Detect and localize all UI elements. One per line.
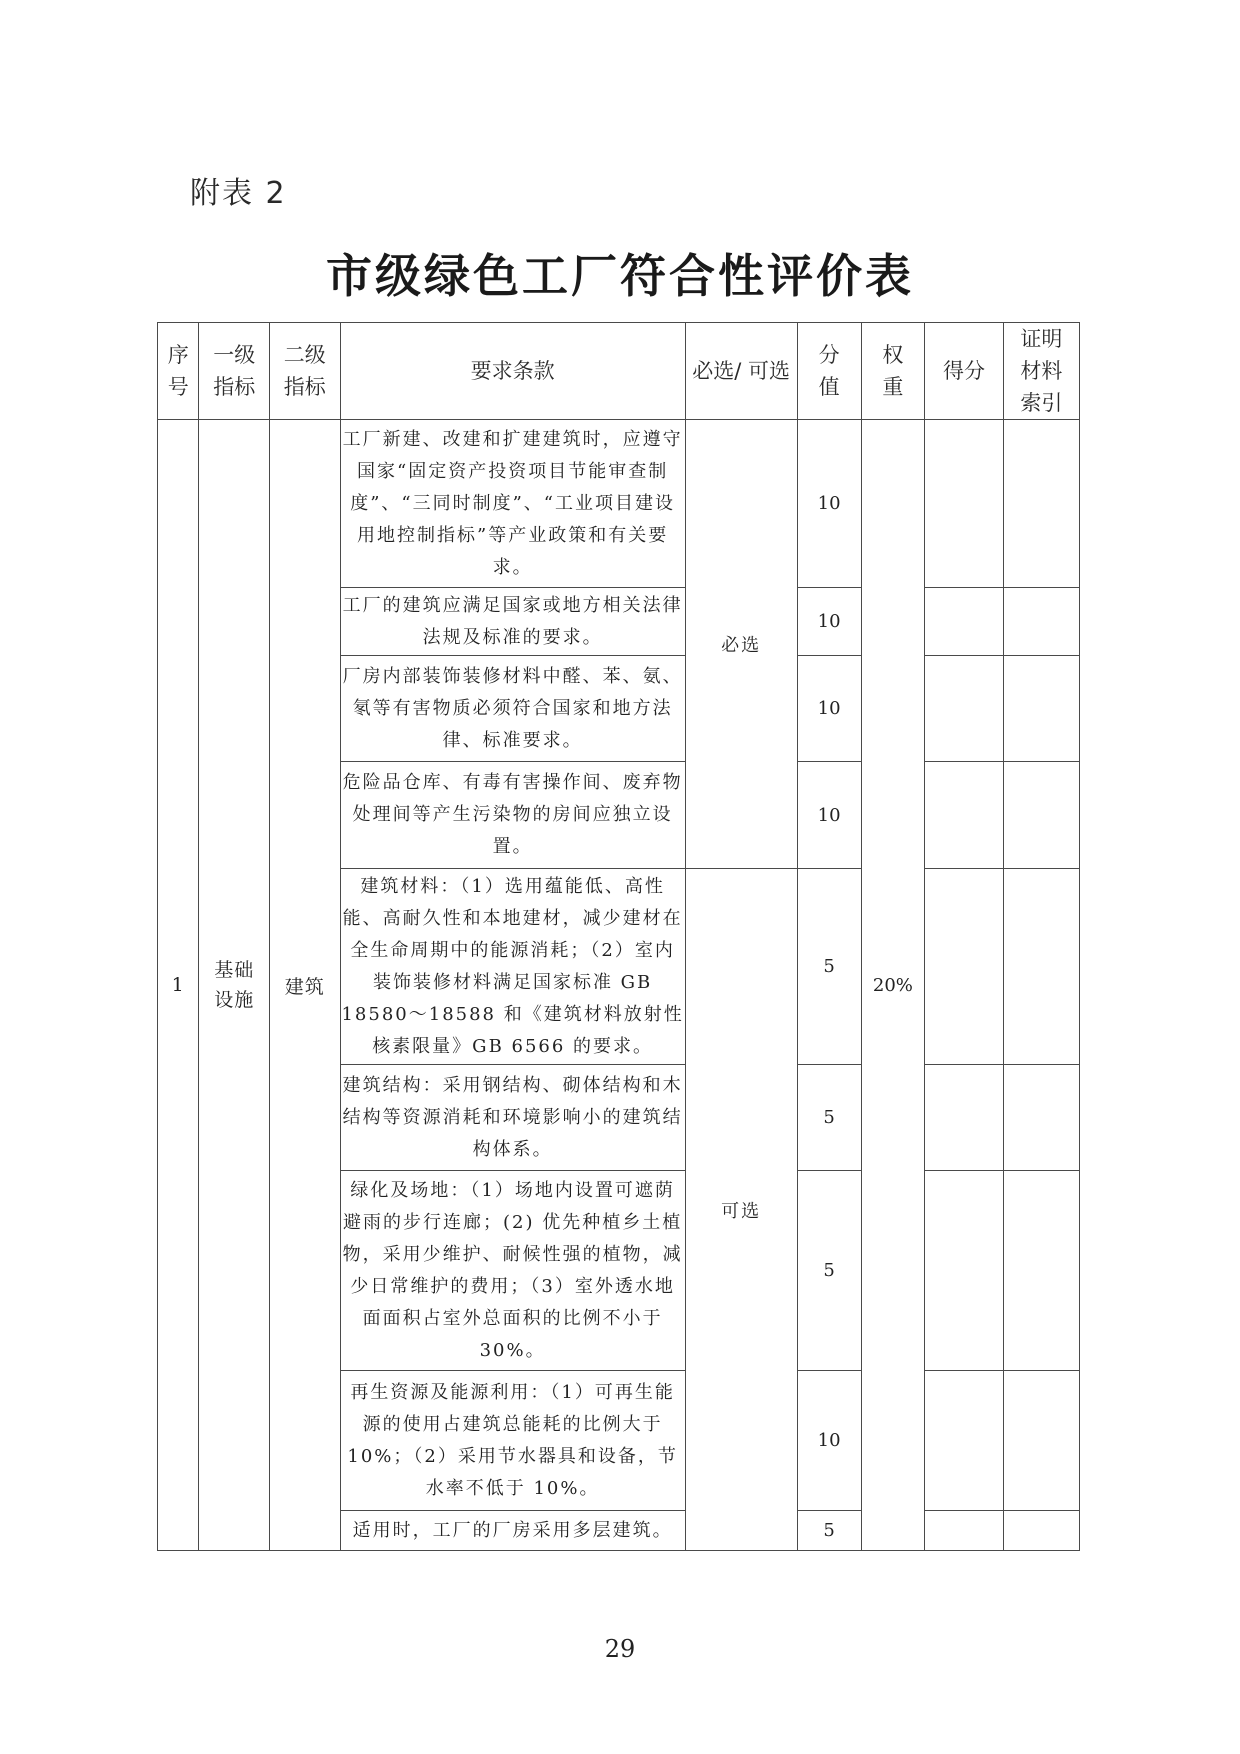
evaluation-table (157, 322, 1080, 1551)
header-type: 必选/ 可选 (685, 323, 797, 420)
type-mandatory-cell: 必选 (685, 420, 797, 869)
type-optional-cell: 可选 (685, 869, 797, 1551)
score-cell: 10 (797, 656, 861, 762)
score-cell: 5 (797, 1171, 861, 1371)
score-cell: 10 (797, 420, 861, 588)
evidence-cell[interactable] (1003, 656, 1079, 762)
header-row (158, 323, 1080, 420)
page-number: 29 (604, 1635, 636, 1663)
requirement-cell: 绿化及场地：（1）场地内设置可遮荫避雨的步行连廊；(2) 优先种植乡土植物，采用少维护、耐候性强的植物，减少日常维护的费用；（3）室外透水地面面积占室外总面积的比例不小于 30%。 (340, 1171, 685, 1371)
got-score-cell[interactable] (925, 1171, 1003, 1371)
level1-cell: 基础设施 (199, 420, 270, 1551)
score-cell: 10 (797, 1371, 861, 1511)
requirement-cell: 建筑结构：采用钢结构、砌体结构和木结构等资源消耗和环境影响小的建筑结构体系。 (340, 1065, 685, 1171)
header-got: 得分 (925, 323, 1003, 420)
got-score-cell[interactable] (925, 762, 1003, 869)
got-score-cell[interactable] (925, 588, 1003, 656)
level2-cell: 建筑 (270, 420, 341, 1551)
table-row (158, 420, 1080, 588)
score-cell: 10 (797, 762, 861, 869)
evidence-cell[interactable] (1003, 1065, 1079, 1171)
header-score: 分值 (797, 323, 861, 420)
evidence-cell[interactable] (1003, 1511, 1079, 1551)
got-score-cell[interactable] (925, 420, 1003, 588)
evidence-cell[interactable] (1003, 420, 1079, 588)
score-cell: 5 (797, 1065, 861, 1171)
got-score-cell[interactable] (925, 1371, 1003, 1511)
header-requirement: 要求条款 (340, 323, 685, 420)
got-score-cell[interactable] (925, 656, 1003, 762)
score-cell: 5 (797, 869, 861, 1065)
got-score-cell[interactable] (925, 1065, 1003, 1171)
header-level1: 一级指标 (199, 323, 270, 420)
requirement-cell: 再生资源及能源利用：（1）可再生能源的使用占建筑总能耗的比例大于 10%；（2）采用节水器具和设备，节水率不低于 10%。 (340, 1371, 685, 1511)
score-cell: 10 (797, 588, 861, 656)
document-title: 市级绿色工厂符合性评价表 (326, 249, 914, 303)
evidence-cell[interactable] (1003, 762, 1079, 869)
requirement-cell: 工厂的建筑应满足国家或地方相关法律法规及标准的要求。 (340, 588, 685, 656)
header-evidence: 证明材料索引 (1003, 323, 1079, 420)
score-cell: 5 (797, 1511, 861, 1551)
weight-cell: 20% (861, 420, 925, 1551)
evidence-cell[interactable] (1003, 869, 1079, 1065)
requirement-cell: 工厂新建、改建和扩建建筑时，应遵守国家“固定资产投资项目节能审查制度”、“三同时制度”、“工业项目建设用地控制指标”等产业政策和有关要求。 (340, 420, 685, 588)
evidence-cell[interactable] (1003, 588, 1079, 656)
appendix-label: 附表 2 (190, 176, 287, 211)
header-level2: 二级指标 (270, 323, 341, 420)
seq-cell: 1 (158, 420, 199, 1551)
header-seq: 序号 (158, 323, 199, 420)
evidence-cell[interactable] (1003, 1171, 1079, 1371)
got-score-cell[interactable] (925, 1511, 1003, 1551)
header-weight: 权重 (861, 323, 925, 420)
got-score-cell[interactable] (925, 869, 1003, 1065)
requirement-cell: 危险品仓库、有毒有害操作间、废弃物处理间等产生污染物的房间应独立设置。 (340, 762, 685, 869)
requirement-cell: 建筑材料：（1）选用蕴能低、高性能、高耐久性和本地建材，减少建材在全生命周期中的能源消耗；（2）室内装饰装修材料满足国家标准 GB 18580～18588 和《建筑材料放射性核素限量》GB 6566 的要求。 (340, 869, 685, 1065)
evidence-cell[interactable] (1003, 1371, 1079, 1511)
requirement-cell: 适用时，工厂的厂房采用多层建筑。 (340, 1511, 685, 1551)
requirement-cell: 厂房内部装饰装修材料中醛、苯、氨、氡等有害物质必须符合国家和地方法律、标准要求。 (340, 656, 685, 762)
